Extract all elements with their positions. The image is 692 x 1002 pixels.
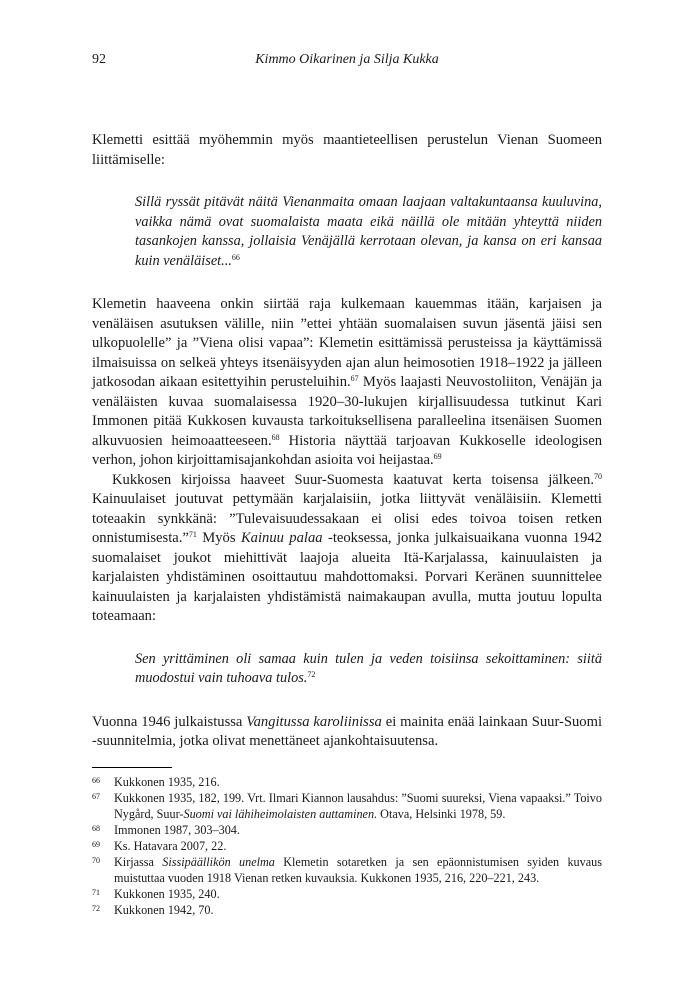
footnote-number: 70 bbox=[92, 856, 100, 866]
body-text bbox=[92, 131, 602, 752]
page-number: 92 bbox=[92, 52, 106, 67]
footnote-text-a: Kukkonen 1935, 182, 199. Vrt. Ilmari Kiannon lausahdus: ”Suomi suureksi, Viena vapaaksi.” Toivo Nygård, Suur- bbox=[114, 791, 602, 821]
paragraph-2-text-b: Myös laajasti Neuvostoliiton, Venäjän ja venäläisten kuvaa suomalaisessa 1920–30-lukujen kirjallisuudessa tutkinut Kari Immonen pitää Kukkosen kuvausta tarkoituksellisena paralleelina itsenäisen Suomen alkuvuosien heimoaatteeseen. bbox=[92, 374, 602, 449]
footnote-number: 69 bbox=[92, 840, 100, 850]
footnote-text bbox=[114, 791, 602, 822]
book-title-vangittu-karoliini: Vangitussa karoliinissa bbox=[246, 713, 382, 730]
paragraph-4-text-a: Vuonna 1946 julkaistussa bbox=[92, 713, 247, 730]
footnote-69 bbox=[92, 839, 602, 855]
paragraph-1-text: Klemetti esittää myöhemmin myös maantieteellisen perustelun Vienan Suomeen liittämiselle: bbox=[92, 132, 602, 168]
footnote-ref-66[interactable]: 66 bbox=[231, 252, 240, 262]
footnote-text bbox=[114, 855, 602, 886]
paragraph-1 bbox=[92, 131, 602, 170]
footnote-text-b: Otava, Helsinki 1978, 59. bbox=[377, 806, 506, 821]
paragraph-4 bbox=[92, 713, 602, 752]
footnote-number: 71 bbox=[92, 888, 100, 898]
quote-1-text: Sillä ryssät pitävät näitä Vienanmaita omaan laajaan valtakuntaansa kuuluvina, vaikka nämä ovat suomalaista maata eikä näillä ole mitään yhteyttä niiden tasankojen kanssa, jollaisia Venäjällä kerrotaan olevan, ja kansa on eri kansaa kuin venäläiset... bbox=[135, 194, 602, 269]
paragraph-3-text-d: -teoksessa, jonka julkaisuaikana vuonna 1942 suomalaiset joukot miehittivät laajoja alueita Itä-Karjalassa, kainuulaisten ja karjalaisten yhdistäminen osoittautuu mahdottomaksi. Porvari Keränen suunnittelee kainuulaisten ja karjalaisten yhdistämistä naimakaupan avulla, mutta joutuu lopulta toteamaan: bbox=[92, 530, 603, 624]
footnote-number: 68 bbox=[92, 823, 100, 833]
footnote-italic-title: Sissipäällikön unelma bbox=[162, 855, 275, 870]
block-quote-2 bbox=[135, 650, 602, 689]
footnote-ref-68[interactable]: 68 bbox=[271, 432, 280, 442]
footnote-italic-title: Suomi vai lähiheimolaisten auttaminen. bbox=[183, 806, 378, 821]
footnotes bbox=[92, 775, 602, 920]
book-title-kainuu-palaa: Kainuu palaa bbox=[240, 530, 323, 546]
footnote-divider bbox=[92, 767, 172, 768]
footnote-text: Immonen 1987, 303–304. bbox=[114, 822, 240, 837]
footnote-70 bbox=[92, 855, 602, 886]
block-quote-1 bbox=[135, 193, 602, 271]
footnote-68 bbox=[92, 823, 602, 839]
paragraph-3 bbox=[92, 471, 602, 627]
running-head: Kimmo Oikarinen ja Silja Kukka bbox=[255, 52, 439, 67]
paragraph-2 bbox=[92, 295, 602, 471]
paragraph-3-text-c: Myös bbox=[196, 530, 241, 546]
paragraph-2-text-a: Klemetin haaveena onkin siirtää raja kulkemaan kauemmas itään, karjaisen ja venäläisen asutuksen välille, niin ”ettei yhtään suomalaisen suvun jäsentä jäisi sen ulkopuolelle” ja ”Viena olisi vapaa”: Klemetin esittämissä perusteissa ja käyttämissä ilmaisuissa on selkeä yhteys itsenäisyyden ajan alun heimosotien 1918–1922 ja jälleen jatkosodan aikaan esitettyihin perusteluihin. bbox=[92, 296, 602, 390]
footnote-number: 72 bbox=[92, 904, 100, 914]
footnote-ref-71[interactable]: 71 bbox=[188, 530, 197, 539]
paragraph-4-text-b: ei mainita enää lainkaan Suur-Suomi -suunnitelmia, jotka olivat menettäneet ajankohtaisuutensa. bbox=[92, 713, 602, 749]
footnote-number: 66 bbox=[92, 776, 100, 785]
footnote-ref-67[interactable]: 67 bbox=[350, 374, 359, 383]
footnote-ref-69[interactable]: 69 bbox=[433, 452, 442, 461]
footnote-text-b: Klemetin sotaretken ja sen epäonnistumisen syiden kuvaus muistuttaa vuoden 1918 Vienan retken kuvauksia. Kukkonen 1935, 216, 220–221, 243. bbox=[114, 855, 602, 885]
footnote-67 bbox=[92, 791, 602, 822]
footnote-text-a: Kirjassa bbox=[114, 855, 163, 870]
paragraph-2-text-c: Historia näyttää tarjoavan Kukkoselle ideologisen verhon, johon kirjoittamisajankohdan asioita voi heijastaa. bbox=[92, 432, 602, 468]
footnote-number: 67 bbox=[92, 792, 100, 802]
footnote-71 bbox=[92, 887, 602, 903]
footnote-ref-70[interactable]: 70 bbox=[594, 471, 602, 481]
footnote-text: Ks. Hatavara 2007, 22. bbox=[114, 839, 227, 854]
footnote-text: Kukkonen 1935, 216. bbox=[114, 775, 220, 789]
paragraph-3-text-b: Kainuulaiset joutuvat pettymään karjalaisiin, jotka liittyvät venäläisiin. Klemetti toteaakin synkkänä: ”Tulevaisuudessakaan ei olisi edes toivoa toisen retken onnistumisesta.” bbox=[92, 491, 602, 546]
footnote-72 bbox=[92, 903, 602, 919]
footnote-ref-72[interactable]: 72 bbox=[307, 670, 316, 679]
footnote-text: Kukkonen 1942, 70. bbox=[114, 903, 214, 918]
footnote-text: Kukkonen 1935, 240. bbox=[114, 887, 220, 902]
footnote-66 bbox=[92, 775, 602, 791]
paragraph-3-text-a: Kukkosen kirjoissa haaveet Suur-Suomesta kaatuvat kerta toisensa jälkeen. bbox=[112, 471, 594, 488]
quote-2-text: Sen yrittäminen oli samaa kuin tulen ja veden toisiinsa sekoittaminen: siitä muodostui vain tuhoava tulos. bbox=[135, 650, 602, 686]
page-header bbox=[92, 52, 602, 72]
